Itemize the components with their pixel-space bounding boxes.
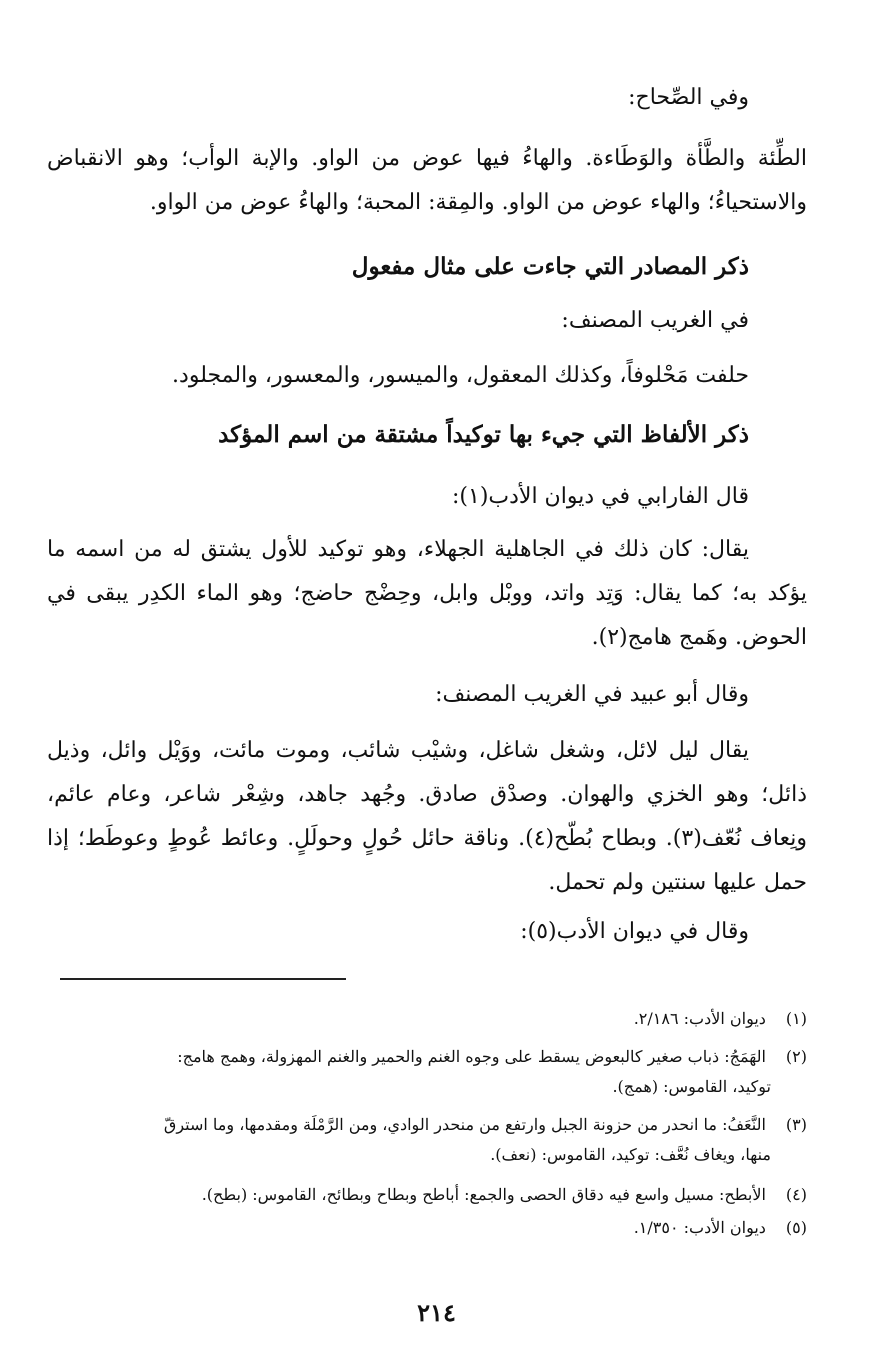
footnote-4 [47, 1180, 807, 1210]
ubaid-paragraph: يقال ليل لائل، وشغل شاغل، وشيْب شائب، وموت مائت، ووَيْل وائل، وذيل ذائل؛ وهو الخزي والهوان. وصدْق صادق. وجُهد جاهد، وشِعْر شاعر، وعام عائم، ونِعاف نُعّف(٣). وبطاح بُطّح(٤). وناقة حائل حُولٍ وحولَلٍ. وعائط عُوطٍ وعوطَط؛ إذا حمل عليها سنتين ولم تحمل. [47, 738, 807, 895]
footnote-number: (٣) [785, 1115, 807, 1134]
footnote-number: (٤) [785, 1185, 807, 1204]
sihah-paragraph: الطِّئة والطَّأة والوَطَاءة. والهاءُ فيها عوض من الواو. والإبة الوأب؛ وهو الانقباض والاستحياءُ؛ والهاء عوض من الواو. والمِقة: المحبة؛ والهاءُ عوض من الواو. [47, 146, 807, 215]
footnote-number: (٥) [785, 1218, 807, 1237]
footnote-continuation: توكيد، القاموس: (همج). [612, 1077, 771, 1096]
footnote-separator [60, 978, 346, 980]
footnote-number: (١) [785, 1009, 807, 1028]
section-heading-mafoul: ذكر المصادر التي جاءت على مثال مفعول [351, 253, 749, 280]
footnote-1 [47, 1004, 807, 1034]
adab-intro: وقال في ديوان الأدب(٥): [520, 919, 749, 944]
footnote-text: ديوان الأدب: ١/٣٥٠. [633, 1218, 766, 1237]
sihah-intro: وفي الصِّحاح: [628, 85, 749, 110]
ubaid-intro: وقال أبو عبيد في الغريب المصنف: [435, 682, 749, 707]
footnote-text: الأبطح: مسيل واسع فيه دقاق الحصى والجمع: أباطح وبطاح وبطائح، القاموس: (بطح). [201, 1185, 766, 1204]
page-number: ٢١٤ [417, 1298, 456, 1327]
gharib-paragraph: حلفت مَحْلوفاً، وكذلك المعقول، والميسور، والمعسور، والمجلود. [172, 363, 749, 388]
footnote-2 [47, 1042, 807, 1102]
gharib-intro: في الغريب المصنف: [561, 308, 749, 333]
footnote-text: النَّعَفُ: ما انحدر من حزونة الجبل وارتفع من منحدر الوادي، ومن الرَّمْلَة ومقدمها، وما استرقّ [163, 1115, 766, 1134]
footnote-text: الهَمَجُ: ذباب صغير كالبعوض يسقط على وجوه الغنم والحمير والغنم المهزولة، وهمج هامج: [177, 1047, 766, 1066]
farabi-intro: قال الفارابي في ديوان الأدب(١): [451, 484, 749, 509]
footnote-text: ديوان الأدب: ٢/١٨٦. [633, 1009, 766, 1028]
farabi-paragraph: يقال: كان ذلك في الجاهلية الجهلاء، وهو توكيد للأول يشتق له من اسمه ما يؤكد به؛ كما يقال: وَتِد واتد، ووبْل وابل، وحِضْج حاضج؛ وهو الماء الكدِر يبقى في الحوض. وهَمج هامج(٢). [47, 537, 807, 650]
footnote-3 [47, 1110, 807, 1170]
footnote-number: (٢) [785, 1047, 807, 1066]
footnote-continuation: منها، ويغاف نُعَّف: توكيد، القاموس: (نعف). [490, 1145, 771, 1164]
footnote-5 [47, 1213, 807, 1243]
section-heading-tawkid: ذكر الألفاظ التي جيء بها توكيداً مشتقة من اسم المؤكد [218, 421, 749, 448]
